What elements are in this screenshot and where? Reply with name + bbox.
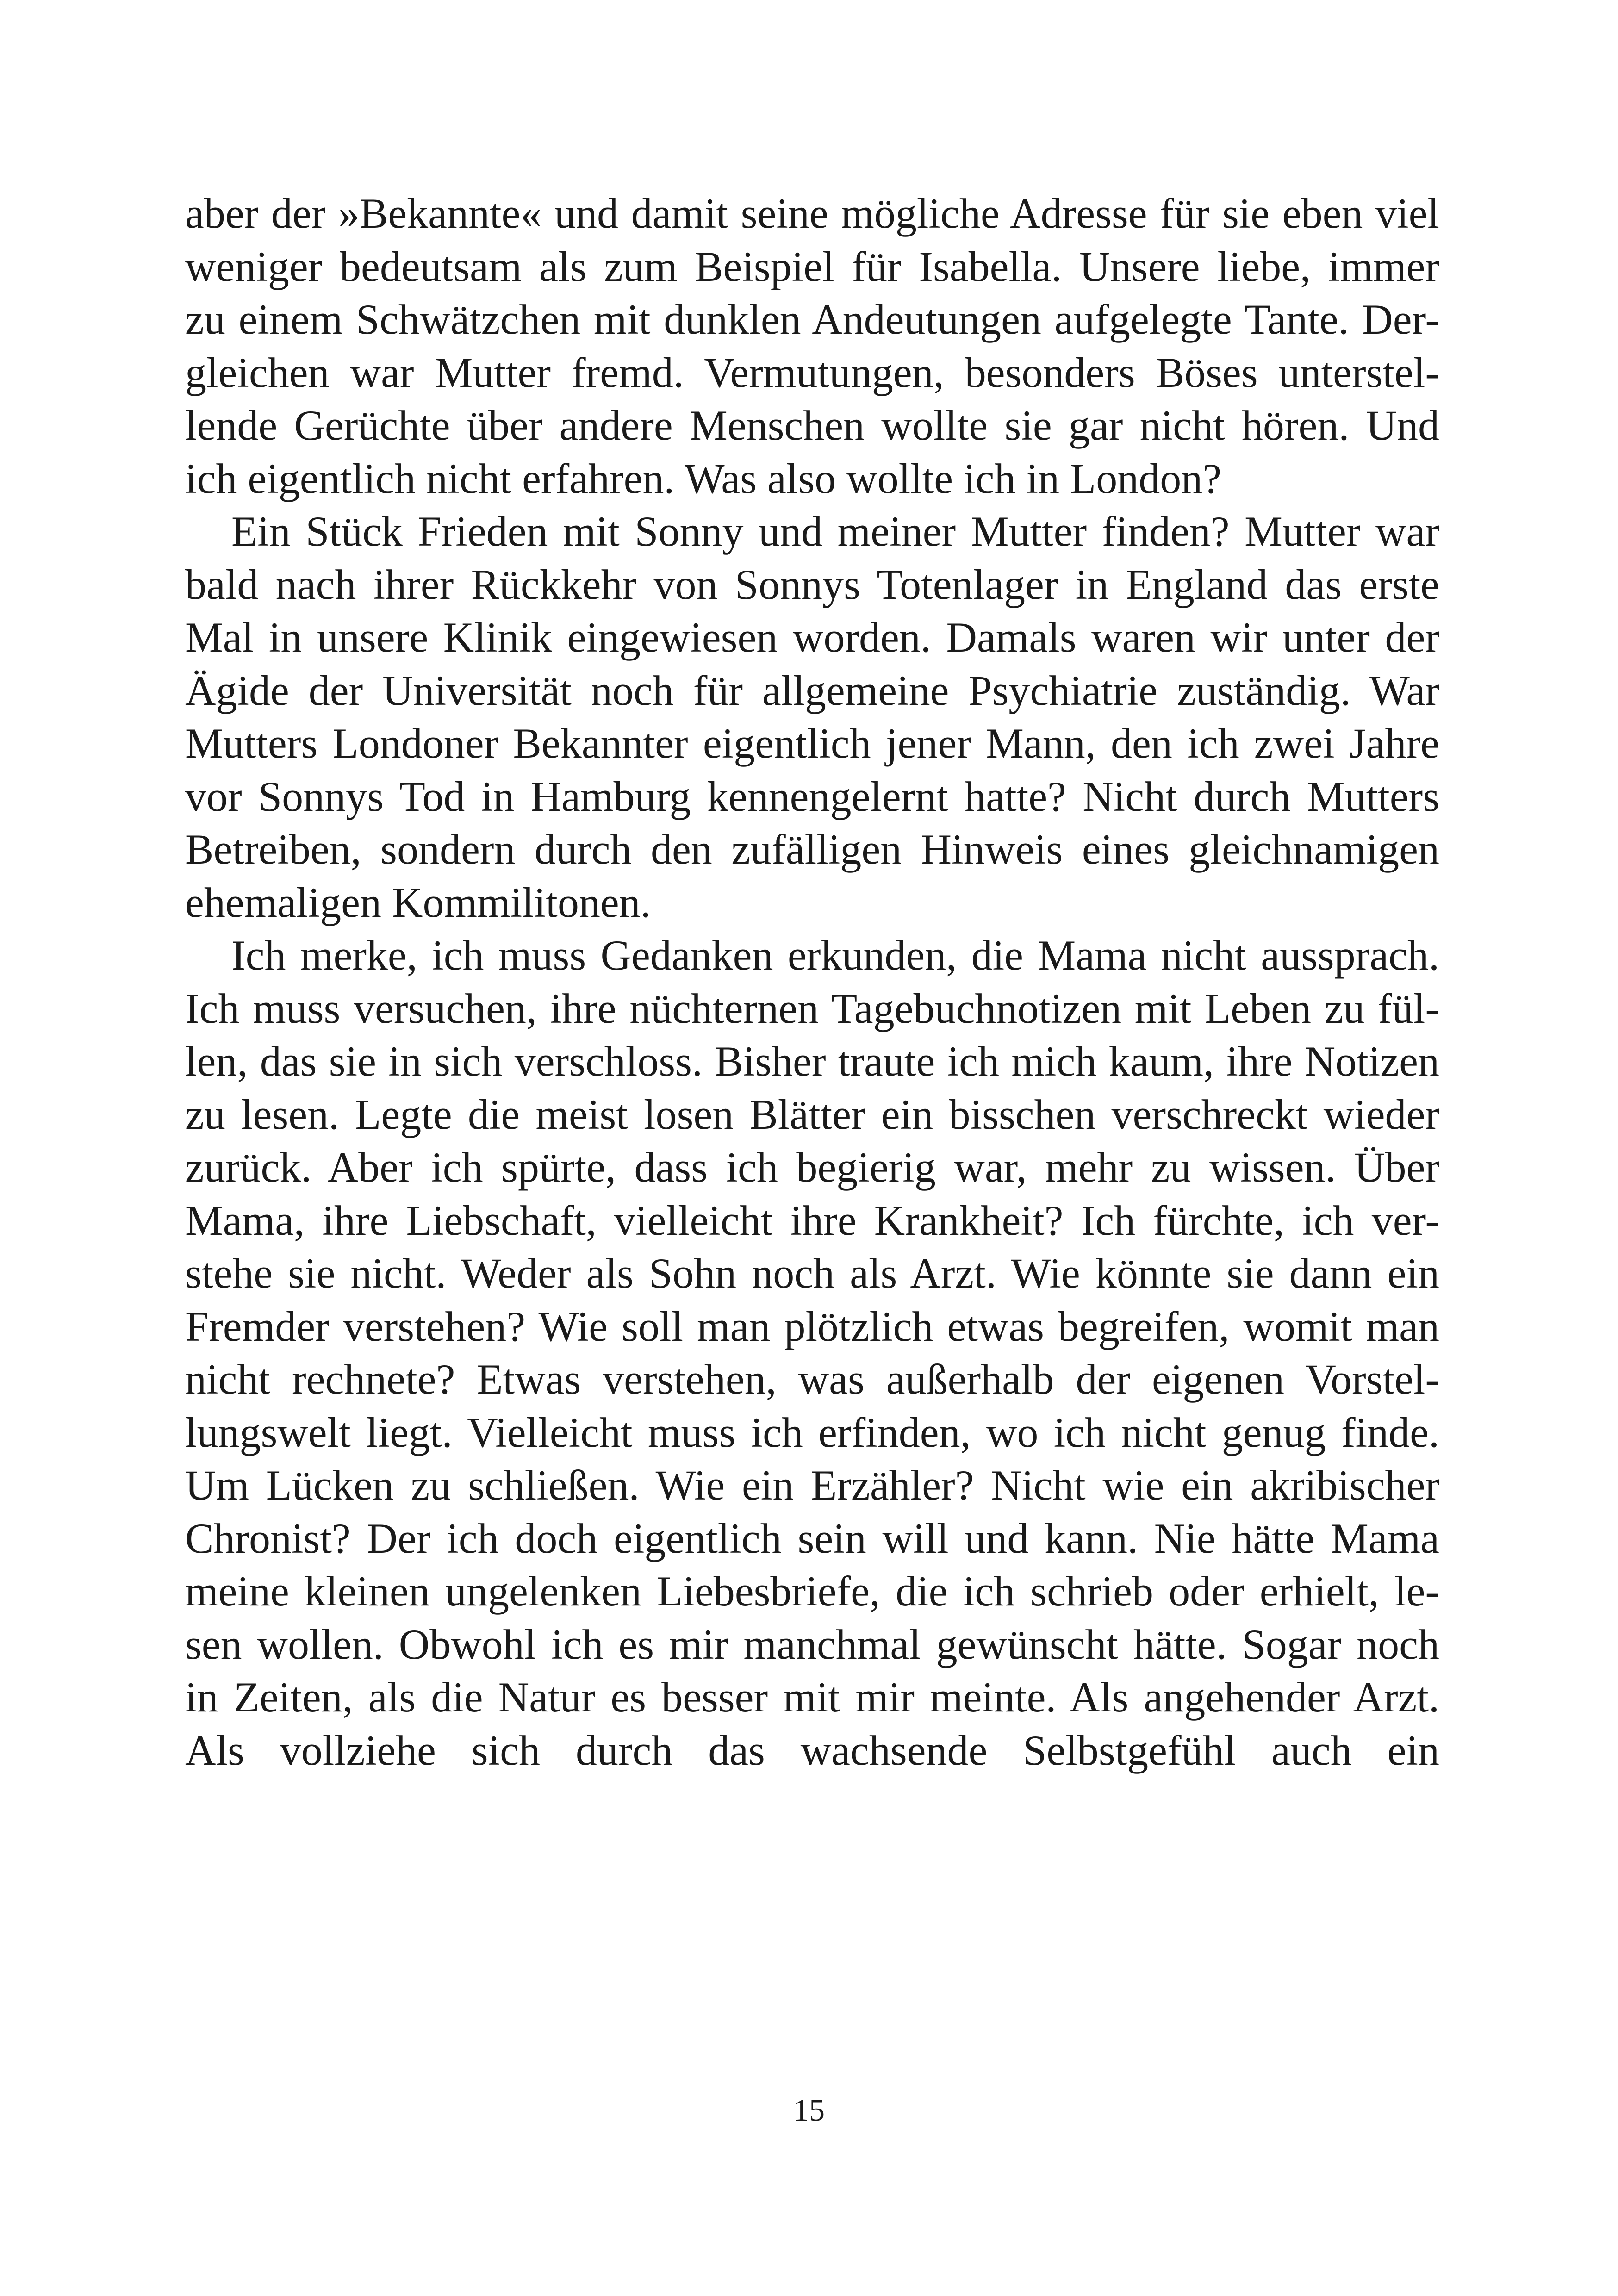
text-line: ehemaligen Kommilitonen.: [185, 878, 651, 926]
text-line: Ich merke, ich muss Gedanken erkunden, die Mama nicht aussprach.: [231, 932, 1439, 979]
text-line: Um Lücken zu schließen. Wie ein Erzähler? Nicht wie ein akribischer: [185, 1462, 1439, 1509]
paragraph: [185, 929, 1439, 1777]
text-line: weniger bedeutsam als zum Beispiel für Isabella. Unsere liebe, immer: [185, 243, 1439, 290]
text-line: meine kleinen ungelenken Liebesbriefe, die ich schrieb oder erhielt, le-: [185, 1568, 1439, 1615]
text-line: aber der »Bekannte« und damit seine mögliche Adresse für sie eben viel: [185, 190, 1439, 237]
body-text: [185, 187, 1439, 1777]
text-line: Chronist? Der ich doch eigentlich sein will und kann. Nie hätte Mama: [185, 1514, 1439, 1562]
text-line: sen wollen. Obwohl ich es mir manchmal gewünscht hätte. Sogar noch: [185, 1620, 1439, 1668]
text-line: ich eigentlich nicht erfahren. Was also wollte ich in London?: [185, 454, 1222, 502]
text-line: Ein Stück Frieden mit Sonny und meiner Mutter finden? Mutter war: [231, 508, 1439, 555]
paragraph: [185, 187, 1439, 505]
text-line: vor Sonnys Tod in Hamburg kennengelernt hatte? Nicht durch Mutters: [185, 772, 1439, 820]
text-line: Mama, ihre Liebschaft, vielleicht ihre Krankheit? Ich fürchte, ich ver-: [185, 1196, 1439, 1244]
text-line: len, das sie in sich verschloss. Bisher traute ich mich kaum, ihre Notizen: [185, 1038, 1439, 1085]
text-line: nicht rechnete? Etwas verstehen, was außerhalb der eigenen Vorstel-: [185, 1356, 1439, 1403]
text-line: zu einem Schwätzchen mit dunklen Andeutungen aufgelegte Tante. Der-: [185, 296, 1439, 343]
page-number: 15: [793, 2092, 825, 2128]
text-line: Ägide der Universität noch für allgemeine Psychiatrie zuständig. War: [185, 666, 1439, 714]
text-line: zurück. Aber ich spürte, dass ich begierig war, mehr zu wissen. Über: [185, 1144, 1439, 1191]
text-line: gleichen war Mutter fremd. Vermutungen, besonders Böses unterstel-: [185, 348, 1439, 396]
text-line: Mutters Londoner Bekannter eigentlich jener Mann, den ich zwei Jahre: [185, 720, 1439, 767]
text-line: Mal in unsere Klinik eingewiesen worden. Damals waren wir unter der: [185, 614, 1439, 661]
text-line: Als vollziehe sich durch das wachsende Selbstgefühl auch ein: [185, 1726, 1439, 1774]
text-line: zu lesen. Legte die meist losen Blätter ein bisschen verschreckt wieder: [185, 1090, 1439, 1138]
text-line: Fremder verstehen? Wie soll man plötzlich etwas begreifen, womit man: [185, 1302, 1439, 1350]
text-line: lungswelt liegt. Vielleicht muss ich erfinden, wo ich nicht genug finde.: [185, 1408, 1439, 1456]
paragraph: [185, 505, 1439, 929]
text-line: Ich muss versuchen, ihre nüchternen Tagebuchnotizen mit Leben zu fül-: [185, 984, 1439, 1032]
text-line: stehe sie nicht. Weder als Sohn noch als Arzt. Wie könnte sie dann ein: [185, 1250, 1439, 1297]
text-line: bald nach ihrer Rückkehr von Sonnys Totenlager in England das erste: [185, 560, 1439, 608]
text-line: lende Gerüchte über andere Menschen wollte sie gar nicht hören. Und: [185, 402, 1439, 449]
text-line: in Zeiten, als die Natur es besser mit mir meinte. Als angehender Arzt.: [185, 1674, 1439, 1721]
text-line: Betreiben, sondern durch den zufälligen Hinweis eines gleichnamigen: [185, 826, 1439, 873]
